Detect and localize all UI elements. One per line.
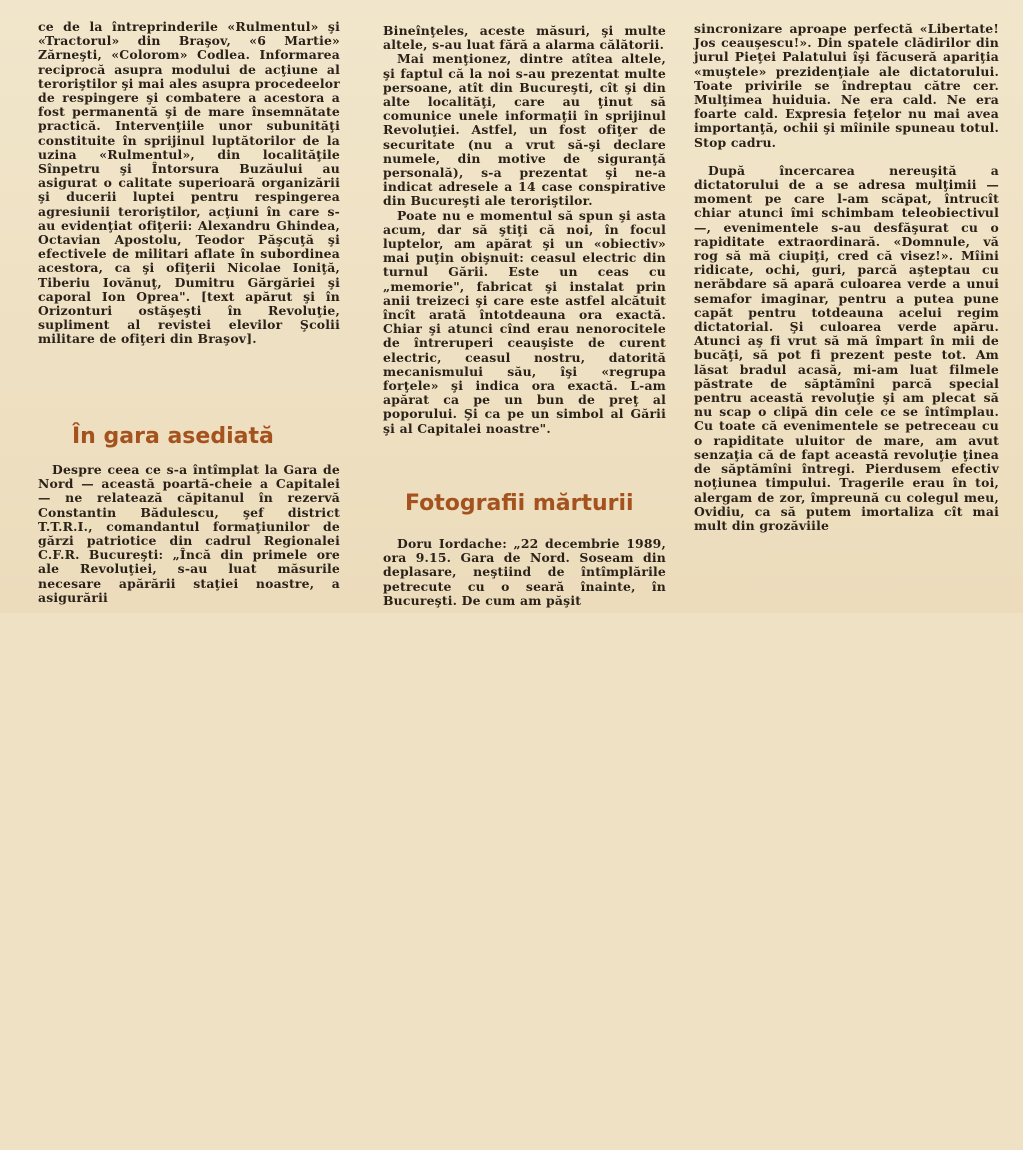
section-heading-gara-asediata: În gara asediată <box>72 424 274 449</box>
article-paragraph: sincronizare aproape perfectă «Libertate! Jos ceauşescu!». Din spatele clădirilor din jurul Pieţei Palatului îşi făcuseră apariţia «muştele» prezidenţiale ale dictatorului. Toate privirile se îndreptau către cer. Mulţimea huiduia. Ne era cald. Ne era foarte cald. Expresia feţelor nu mai avea importanţă, ochii şi mîinile spuneau totul. Stop cadru. <box>694 21 999 150</box>
article-paragraph: Doru Iordache: „22 decembrie 1989, ora 9.15. Gara de Nord. Soseam din deplasare, neştiind de întîmplările petrecute cu o seară înainte, în Bucureşti. De cum am păşit <box>383 536 666 608</box>
column-1-bottom <box>38 463 340 1076</box>
column-2-bottom <box>383 537 666 1150</box>
section-heading-fotografii-marturii: Fotografii mărturii <box>405 491 634 516</box>
article-paragraph: Poate nu e momentul să spun şi asta acum, dar să ştiţi că noi, în focul luptelor, am apărat şi un «obiectiv» mai puţin obişnuit: ceasul electric din turnul Gării. Este un ceas cu „memorie", fabricat şi instalat prin anii treizeci şi care este astfel alcătuit încît arată întotdeauna ora exactă. Chiar şi atunci cînd erau nenorocitele de întreruperi ceauşiste de curent electric, ceasul nostru, datorită mecanismului său, îşi «regrupa forţele» şi indica ora exactă. L-am apărat ca pe un bun de preţ al poporului. Şi ca pe un simbol al Gării şi al Capitalei noastre". <box>383 207 666 436</box>
article-paragraph: ce de la întreprinderile «Rulmentul» şi «Tractorul» din Braşov, «6 Martie» Zărneşti, «Colorom» Codlea. Informarea reciprocă asupra modului de acţiune al teroriştilor şi mai ales asupra procedeelor de respingere şi combatere a acestora a fost permanentă şi de mare însemnătate practică. Intervenţiile unor subunităţi constituite în sprijinul luptătorilor de la uzina «Rulmentul», din localităţile Sînpetru şi Întorsura Buzăului au asigurat o calitate superioară organizării şi ducerii luptei pentru respingerea agresiunii teroriştilor, acţiuni în care s-au evidenţiat ofiţerii: Alexandru Ghindea, Octavian Apostolu, Teodor Păşcuţă şi efectivele de militari aflate în subordinea acestora, ca şi ofiţerii Nicolae Ioniţă, Tiberiu Iovănuţ, Dumitru Gărgăriei şi caporal Ion Oprea". [text apărut şi în Orizonturi ostăşeşti în Revoluţie, supliment al revistei elevilor Şcolii militare de ofiţeri din Braşov]. <box>38 19 340 347</box>
article-paragraph: Bineînţeles, aceste măsuri, şi multe altele, s-au luat fără a alarma călătorii. <box>383 23 666 53</box>
paragraph-gap <box>694 150 999 164</box>
article-paragraph: Despre ceea ce s-a întîmplat la Gara de Nord — această poartă-cheie a Capitalei — ne relatează căpitanul în rezervă Constantin Bădulescu, şef district T.T.R.I., comandantul formaţiunilor de gărzi patriotice din cadrul Regionalei C.F.R. Bucureşti: „Încă din primele ore ale Revoluţiei, s-au luat măsurile necesare apărării staţiei noastre, a asigurării <box>38 462 340 605</box>
article-paragraph: După încercarea nereuşită a dictatorului de a se adresa mulţimii — moment pe care l-am scăpat, întrucît chiar atunci îmi schimbam teleobiectivul —, evenimentele s-au desfăşurat cu o rapiditate extraordinară. «Domnule, vă rog să mă ciupiţi, cred că visez!». Mîini ridicate, ochi, guri, parcă aşteptau cu nerăbdare să apară culoarea verde a unui semafor imaginar, pentru a putea pune capăt pentru totdeauna acelui regim dictatorial. Şi culoarea verde apăru. Atunci aş fi vrut să mă împart în mii de bucăţi, să pot fi prezent peste tot. Am lăsat bradul acasă, mi-am luat filmele păstrate de săptămîni parcă special pentru această revoluţie şi am plecat să nu scap o clipă din cele ce se întîmplau. Cu toate că evenimentele se petreceau cu o rapiditate uluitor de mare, am avut senzaţia că de fapt această revoluţie ţinea de săptămîni întregi. Pierdusem efectiv noţiunea timpului. Tragerile erau în toi, alergam de zor, împreună cu colegul meu, Ovidiu, ca să putem imortaliza cît mai mult din grozăviile <box>694 162 999 533</box>
column-3 <box>694 22 999 635</box>
article-paragraph: Mai menţionez, dintre atîtea altele, şi faptul că la noi s-au prezentat multe persoane, atît din Bucureşti, cît şi din alte localităţi, care au ţinut să comunice unele informaţii în sprijinul Revoluţiei. Astfel, un fost ofiţer de securitate (nu a vrut să-şi declare numele, din motive de siguranţă personală), s-a prezentat şi ne-a indicat adresele a 14 case conspirative din Bucureşti ale teroriştilor. <box>383 51 666 209</box>
